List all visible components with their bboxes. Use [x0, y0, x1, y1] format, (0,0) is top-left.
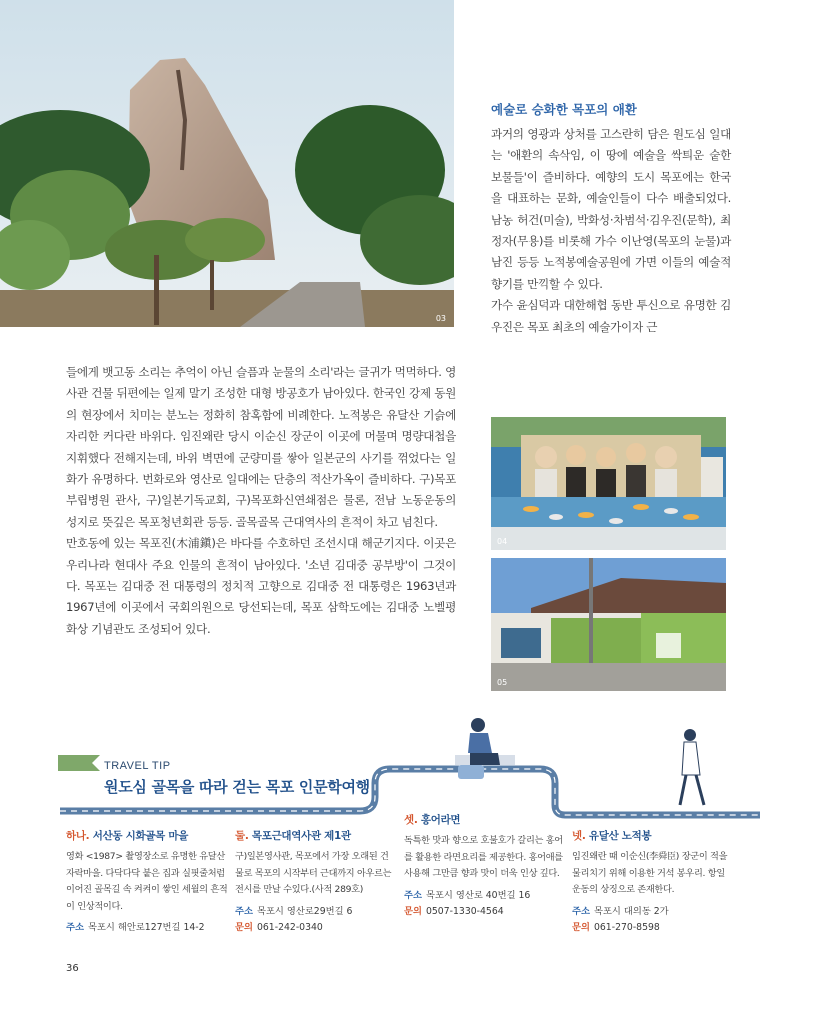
address-value: 목포시 영산로29번길 6 — [256, 905, 353, 917]
tip-item-desc: 임진왜란 때 이순신(李舜臣) 장군이 적을 물리치기 위해 이용한 거석 봉우리. 항일 운동의 상징으로 존재한다. — [572, 851, 728, 895]
photo-street-wall — [491, 558, 726, 691]
travel-tip-label: TRAVEL TIP — [104, 760, 171, 772]
photo-number: 03 — [435, 314, 446, 323]
address-value: 목포시 대의동 2가 — [593, 905, 669, 917]
tip-item-name: 홍어라면 — [420, 814, 461, 826]
tip-item-name: 서산동 시화골목 마을 — [92, 830, 189, 842]
phone-value: 061-242-0340 — [256, 921, 323, 933]
paragraph: 과거의 영광과 상처를 고스란히 담은 원도심 일대는 '애환의 속삭임, 이 땅에 예술을 싹틔운 숱한 보물들'이 즐비하다. 예향의 도시 목포에는 한국을 대표하는 문화, 예술인들이 다수 배출되었다. 남농 허건(미술), 박화성·차범석·김우진(문학), 최정자(무용)를 비롯해 가수 이난영(목포의 눈물)과 남진 등등 노적봉예술공원에 가면 이들의 예술적 향기를 만끽할 수 있다. — [491, 127, 731, 291]
tip-item-desc: 독특한 맛과 향으로 호불호가 갈리는 홍어를 활용한 라면요리를 제공한다. 홍어애를 사용해 그만큼 향과 맛이 더욱 인상 깊다. — [404, 835, 563, 879]
address-label: 주소 — [66, 922, 84, 933]
tip-item-phone — [235, 920, 397, 936]
address-value: 목포시 영산로 40번길 16 — [425, 889, 531, 901]
paragraph: 가수 윤심덕과 대한해협 동반 투신으로 유명한 김우진은 목포 최초의 예술가이자 근 — [491, 298, 731, 334]
tip-item-tag: 셋. — [404, 814, 418, 826]
photo-number: 05 — [497, 678, 508, 687]
tip-item-address — [235, 904, 397, 920]
address-value: 목포시 해안로127번길 14-2 — [87, 922, 205, 933]
phone-label: 문의 — [404, 905, 422, 917]
tip-item-title — [235, 828, 397, 843]
tip-item — [66, 828, 228, 936]
tip-item-address — [66, 920, 228, 936]
phone-label: 문의 — [235, 921, 253, 933]
right-column-text — [491, 124, 731, 338]
tip-item-title — [404, 812, 564, 827]
tip-item-address — [572, 904, 734, 920]
tip-item — [572, 828, 734, 936]
tip-item-tag: 둘. — [235, 830, 249, 842]
page-number: 36 — [66, 963, 79, 974]
tip-item-title — [66, 828, 228, 843]
tip-item-phone — [404, 904, 564, 920]
tip-item-desc: 구)일본영사관, 목포에서 가장 오래된 건물로 목포의 시작부터 근대까지 아우르는 전시를 만날 수있다.(사적 289호) — [235, 851, 392, 895]
tip-item-tag: 하나. — [66, 830, 90, 842]
phone-value: 0507-1330-4564 — [425, 905, 504, 917]
photo-mural — [491, 417, 726, 550]
travel-tip-title: 원도심 골목을 따라 걷는 목포 인문학여행 — [104, 778, 370, 796]
photo-rock-landscape — [0, 0, 454, 327]
address-label: 주소 — [404, 889, 422, 901]
tip-item — [235, 828, 397, 936]
address-label: 주소 — [235, 905, 253, 917]
phone-value: 061-270-8598 — [593, 921, 660, 933]
tip-item-title — [572, 828, 734, 843]
section-heading: 예술로 승화한 목포의 애환 — [491, 102, 637, 117]
right-column — [491, 100, 731, 338]
tip-item — [404, 812, 564, 920]
left-column-text — [66, 362, 456, 640]
tip-item-address — [404, 888, 564, 904]
paragraph: 들에게 뱃고동 소리는 추억이 아닌 슬픔과 눈물의 소리'라는 글귀가 먹먹하다. 영사관 건물 뒤편에는 일제 말기 조성한 대형 방공호가 남아있다. 한국인 강제 동원의 현장에서 치미는 분노는 정화히 참혹함에 비례한다. 노적봉은 유달산 기슭에 자리한 커다란 바위다. 임진왜란 당시 이순신 장군이 이곳에 머물며 명량대첩을 지휘했다 전해지는데, 바위 벽면에 군량미를 쌓아 일본군의 사기를 꺾었다는 일화가 유명하다. 번화로와 영산로 일대에는 단층의 적산가옥이 즐비하다. 구)목포부립병원 관사, 구)일본기독교회, 구)목포화신연쇄점은 물론, 전남 노동운동의 성지로 뜻깊은 목포청년회관 등등. 골목골목 근대역사의 흔적이 차고 넘친다. — [66, 365, 456, 529]
tip-item-phone — [572, 920, 734, 936]
photo-number: 04 — [497, 537, 508, 546]
tip-item-desc: 영화 <1987> 촬영장소로 유명한 유달산 자락마을. 다닥다닥 붙은 집과 실핏줄처럼 이어진 골목길 속 켜켜이 쌓인 세월의 흔적이 인상적이다. — [66, 851, 228, 912]
paragraph: 만호동에 있는 목포진(木浦鎭)은 바다를 수호하던 조선시대 해군기지다. 이곳은 우리나라 현대사 주요 인물의 흔적이 남아있다. '소년 김대중 공부방'이 그것이다. 목포는 김대중 전 대통령의 정치적 고향으로 김대중 전 대통령은 1963년과 1967년에 이곳에서 국회의원으로 당선되는데, 목포 삼학도에는 김대중 노벨평화상 기념관도 조성되어 있다. — [66, 536, 456, 636]
tip-item-name: 유달산 노적봉 — [588, 830, 652, 842]
tip-item-tag: 넷. — [572, 830, 586, 842]
address-label: 주소 — [572, 905, 590, 917]
tip-item-name: 목포근대역사관 제1관 — [251, 830, 351, 842]
phone-label: 문의 — [572, 921, 590, 933]
